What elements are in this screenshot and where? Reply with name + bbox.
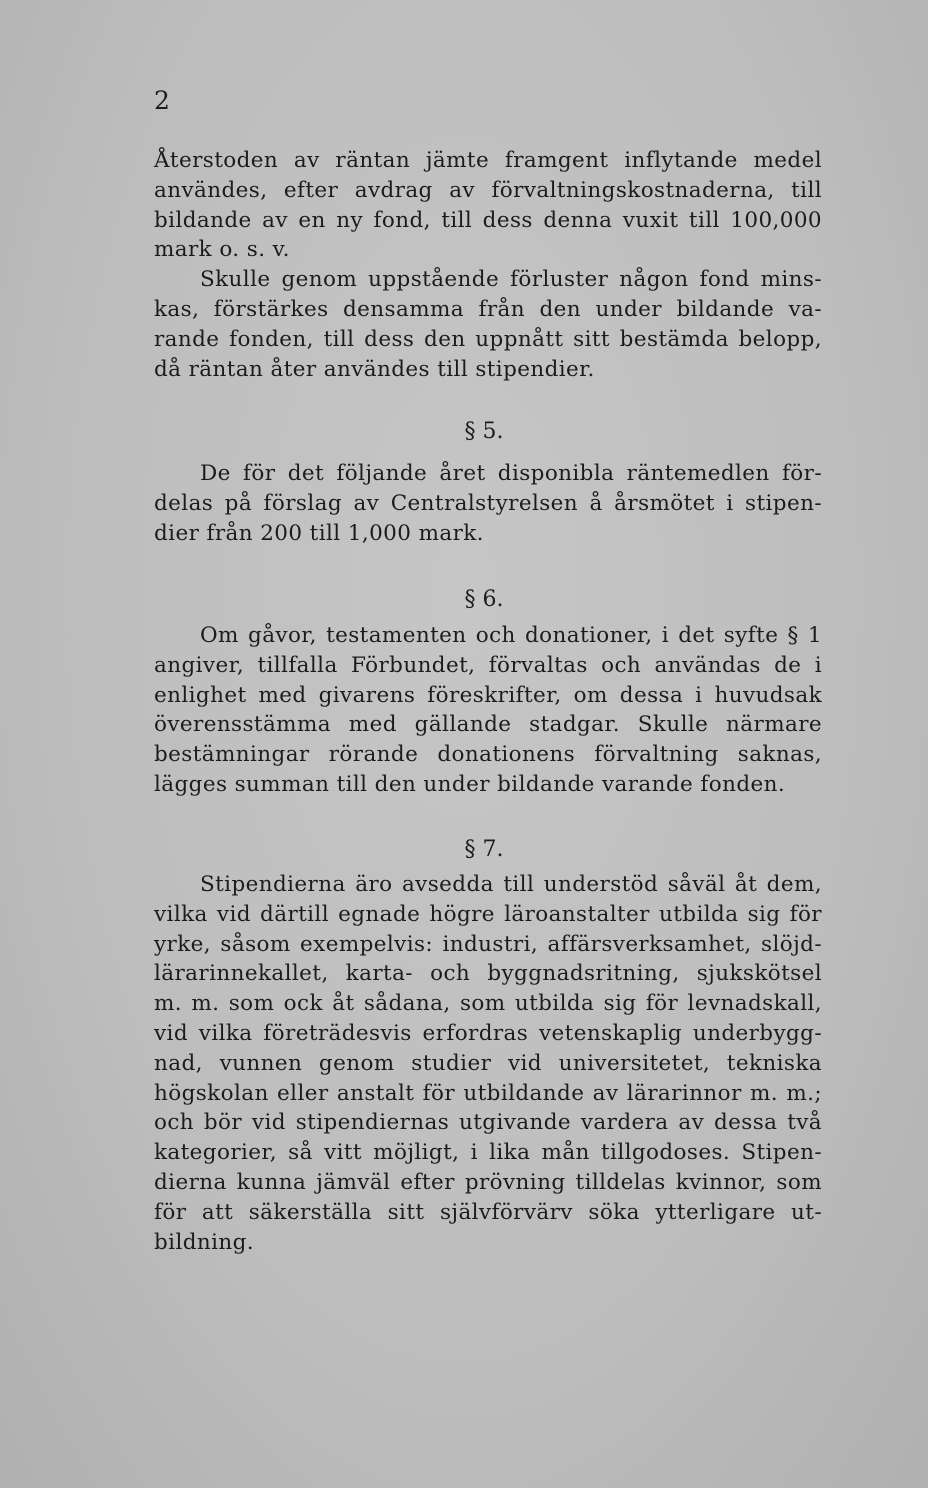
paragraph-section-5 [154, 459, 822, 548]
text-line: m. m. som ock åt sådana, som utbilda sig för levnadskall, [154, 991, 822, 1017]
text-line: högskolan eller anstalt för utbildande av lärarinnor m. m.; [154, 1080, 822, 1106]
text-line: dier från 200 till 1,000 mark. [154, 520, 484, 546]
text-line: kategorier, så vitt möjligt, i lika mån tillgodoses. Stipen- [154, 1140, 822, 1166]
page-number: 2 [154, 86, 170, 115]
paragraph-block-interest [154, 146, 822, 384]
text-line: Skulle genom uppstående förluster någon fond mins- [200, 267, 822, 293]
text-line: lägges summan till den under bildande varande fonden. [154, 771, 786, 797]
section-heading-7: § 7. [464, 837, 504, 862]
text-line: mark o. s. v. [154, 237, 290, 263]
text-line: nad, vunnen genom studier vid universitetet, tekniska [154, 1050, 822, 1076]
text-line: användes, efter avdrag av förvaltningskostnaderna, till [154, 177, 822, 203]
text-line: kas, förstärkes densamma från den under bildande va- [154, 296, 822, 322]
text-line: och bör vid stipendiernas utgivande vardera av dessa två [154, 1110, 822, 1136]
section-heading-6: § 6. [464, 587, 504, 612]
text-line: rande fonden, till dess den uppnått sitt bestämda belopp, [154, 326, 822, 352]
section-heading-5: § 5. [464, 419, 504, 444]
text-line: dierna kunna jämväl efter prövning tilldelas kvinnor, som [154, 1169, 822, 1195]
text-line: bestämningar rörande donationens förvaltning saknas, [154, 742, 822, 768]
text-line: bildning. [154, 1229, 255, 1255]
paragraph-section-7 [154, 870, 822, 1257]
text-line: överensstämma med gällande stadgar. Skulle närmare [154, 712, 822, 738]
text-line: vid vilka företrädesvis erfordras vetenskaplig underbygg- [154, 1020, 822, 1046]
text-line: delas på förslag av Centralstyrelsen å årsmötet i stipen- [154, 490, 822, 516]
text-line: Återstoden av räntan jämte framgent inflytande medel [154, 148, 822, 173]
text-line: Om gåvor, testamenten och donationer, i det syfte § 1 [200, 623, 822, 648]
paragraph-section-6 [154, 621, 822, 800]
text-line: vilka vid därtill egnade högre läroanstalter utbilda sig för [154, 901, 822, 927]
text-line: Stipendierna äro avsedda till understöd såväl åt dem, [200, 872, 822, 897]
text-line: angiver, tillfalla Förbundet, förvaltas och användas de i [154, 652, 822, 678]
text-line: enlighet med givarens föreskrifter, om dessa i huvudsak [154, 682, 822, 708]
text-line: De för det följande året disponibla räntemedlen för- [200, 461, 822, 486]
text-line: lärarinnekallet, karta- och byggnadsritning, sjukskötsel [154, 961, 822, 987]
text-line: yrke, såsom exempelvis: industri, affärsverksamhet, slöjd- [154, 931, 822, 957]
text-line: för att säkerställa sitt självförvärv söka ytterligare ut- [154, 1199, 822, 1225]
text-line: då räntan åter användes till stipendier. [154, 356, 595, 382]
text-line: bildande av en ny fond, till dess denna vuxit till 100,000 [154, 207, 822, 233]
